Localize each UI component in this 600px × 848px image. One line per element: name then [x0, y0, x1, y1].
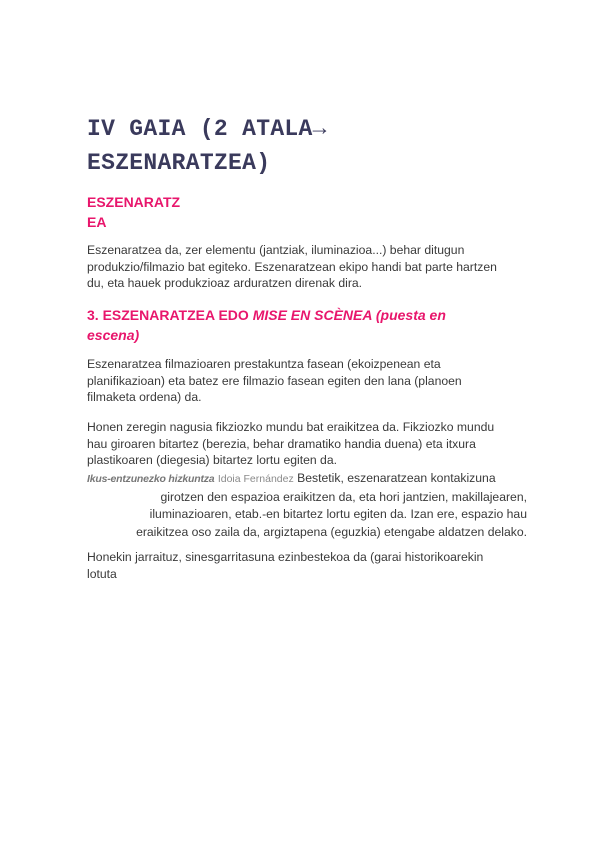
quote-line-1	[87, 470, 527, 489]
preparation-paragraph	[87, 356, 527, 406]
quote-line-4: eraikitzea oso zaila da, argiztapena (eguzkia) etengabe aldatzen delako.	[136, 524, 527, 539]
page-title-line-2: ESZENARATZEA)	[87, 150, 271, 176]
intro-paragraph	[87, 242, 527, 292]
main-task-paragraph	[87, 419, 527, 469]
quote-source: Ikus-entzunezko hizkuntza	[87, 473, 215, 485]
quote-author: Idoia Fernández	[217, 473, 294, 485]
section2-heading-line-1	[87, 305, 487, 325]
section2-heading-prefix: 3. ESZENARATZEA EDO	[87, 307, 253, 323]
preparation-line-1: Eszenaratzea filmazioaren prestakuntza fasean (ekoizpenean eta	[87, 357, 441, 371]
credibility-line-1: Honekin jarraituz, sinesgarritasuna ezinbestekoa da (garai historikoarekin	[87, 550, 484, 564]
section2-heading-italic: MISE EN SCÈNEA (puesta en	[252, 307, 446, 323]
intro-line-3: du, eta hauek produkzioaz arduratzen direnak dira.	[87, 276, 363, 290]
main-task-line-2: hau giroaren bitartez (berezia, behar dramatiko handia duena) eta itxura	[87, 436, 476, 451]
page-title-line-1: IV GAIA (2 ATALA→	[87, 116, 327, 142]
section-heading-mise-en-scene	[87, 305, 487, 345]
credibility-line-2: lotuta	[87, 566, 117, 581]
section-heading-eszenaratzea	[87, 192, 197, 232]
quote-line-3: iluminazioaren, etab.-en bitartez lortu egiten da. Izan ere, espazio hau	[149, 507, 527, 521]
main-task-line-1: Honen zeregin nagusia fikziozko mundu bat eraikitzea da. Fikziozko mundu	[87, 420, 495, 434]
main-task-line-3: plastikoaren (diegesia) bitartez lortu egiten da.	[87, 453, 337, 467]
quote-line-2: girotzen den espazioa eraikitzen da, eta hori jantzien, makillajearen,	[160, 489, 527, 504]
preparation-line-2: planifikazioan) eta batez ere filmazio fasean egiten den lana (planoen	[87, 373, 462, 388]
quoted-passage	[87, 470, 527, 541]
quote-text-1: Bestetik, eszenaratzean kontakizuna	[297, 471, 496, 485]
section2-heading-line-2: escena)	[87, 327, 140, 343]
page-title	[87, 112, 547, 180]
section-heading-line-1: ESZENARATZ	[87, 194, 181, 210]
preparation-line-3: filmaketa ordena) da.	[87, 390, 202, 404]
intro-line-1: Eszenaratzea da, zer elementu (jantziak, iluminazioa...) behar ditugun	[87, 243, 465, 257]
section-heading-line-2: EA	[87, 214, 107, 230]
intro-line-2: produkzio/filmazio bat egiteko. Eszenaratzean ekipo handi bat parte hartzen	[87, 259, 497, 274]
credibility-paragraph	[87, 549, 527, 582]
